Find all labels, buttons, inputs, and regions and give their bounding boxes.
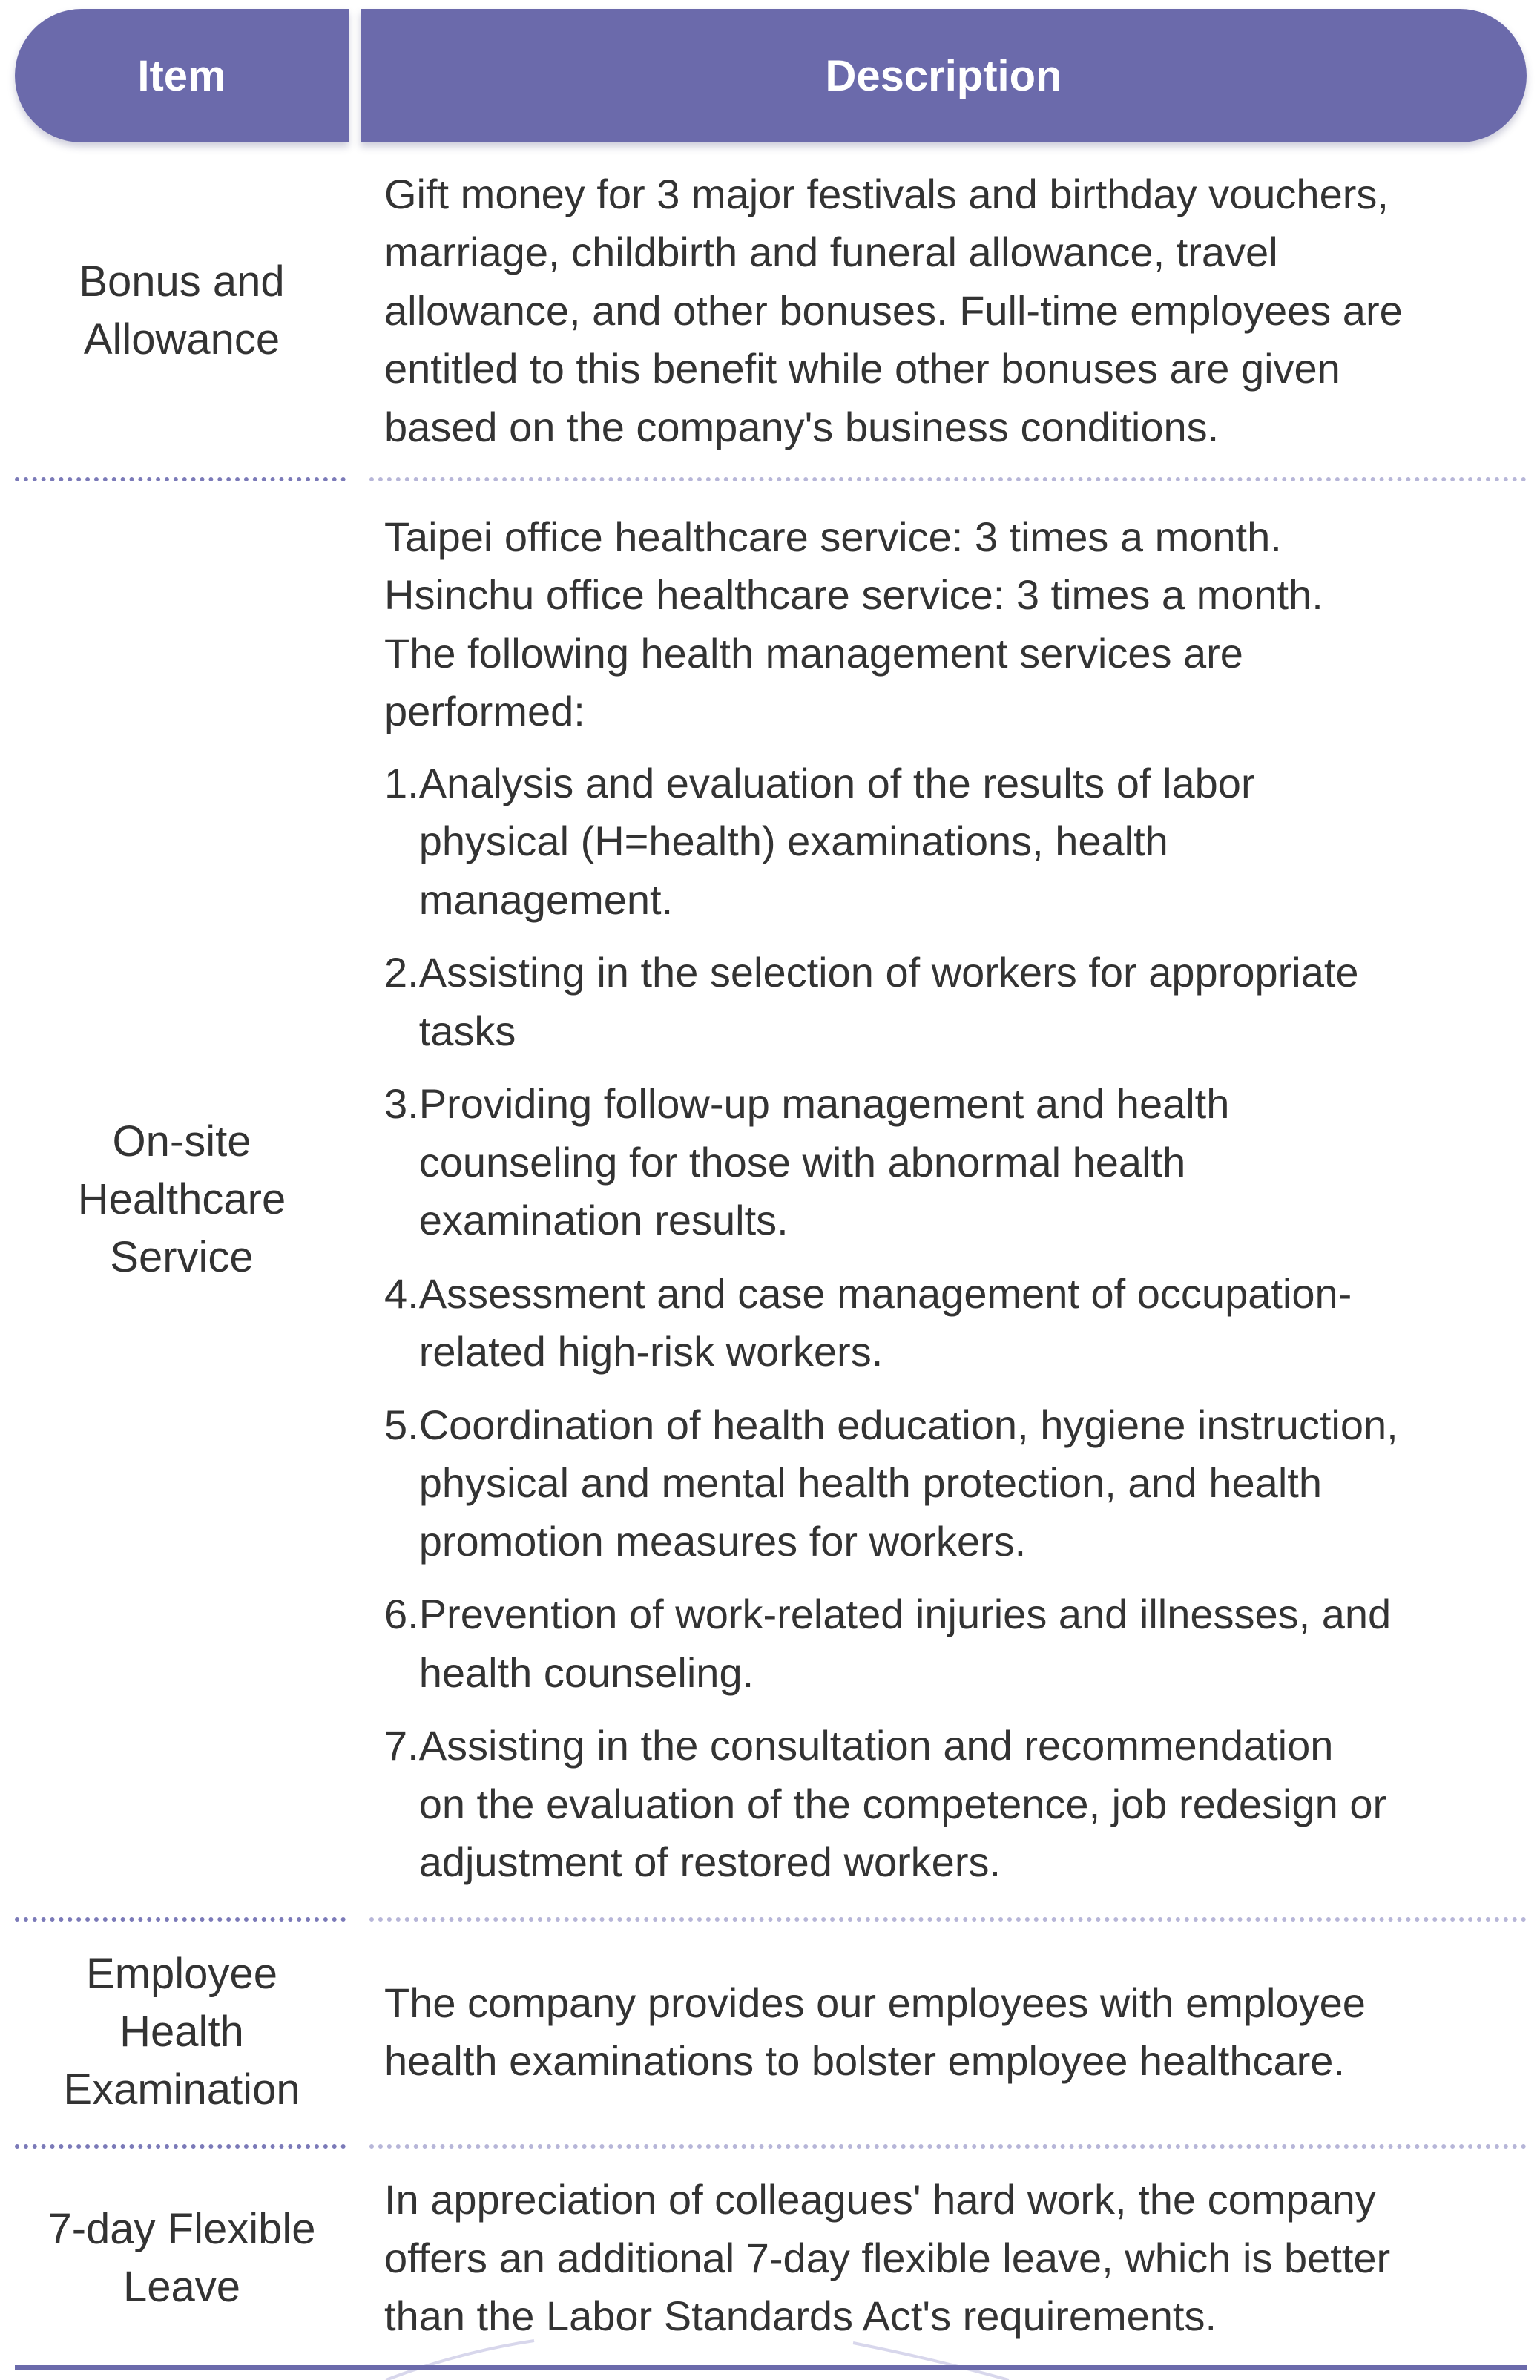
row-item-employee-health-examination: Employee Health Examination <box>63 1950 300 2114</box>
table-row <box>0 1933 1540 2131</box>
header-item <box>15 9 349 142</box>
header-item-label: Item <box>137 51 226 100</box>
table-bottom-border <box>15 2365 1527 2370</box>
row-item-7-day-flexible-leave: 7-day Flexible Leave <box>47 2205 316 2311</box>
description-text: The company provides our employees with employee health examinations to bolster employee healthcare. <box>384 1979 1366 2084</box>
header-description-label: Description <box>825 51 1062 100</box>
row-description-bonus-and-allowance <box>384 165 1519 457</box>
table-row <box>0 2165 1540 2352</box>
row-item-on-site-healthcare-service: On-site Healthcare Service <box>77 1117 286 1281</box>
description-text: In appreciation of colleagues' hard work, the company offers an additional 7-day flexible leave, which is better than the Labor Standards Act's requirements. <box>384 2176 1391 2340</box>
description-text: Gift money for 3 major festivals and birthday vouchers, marriage, childbirth and funeral allowance, travel allowance, and other bonuses. Full-time employees are entitled to this benefit while other bonuses are given based on the company's business conditions. <box>384 170 1403 450</box>
row-description-7-day-flexible-leave <box>384 2165 1519 2352</box>
list-item: 7. Assisting in the consultation and recommendation on the evaluation of the competence, job redesign or adjustment of restored workers. <box>384 1722 1387 1885</box>
description-intro: Taipei office healthcare service: 3 times a month. Hsinchu office healthcare service: 3 times a month. The following health management services are performed: <box>384 513 1323 734</box>
row-separator <box>369 2144 1527 2149</box>
row-separator <box>15 1917 346 1922</box>
decorative-arcs <box>0 2337 1540 2380</box>
table-row <box>0 499 1540 1901</box>
table-row <box>0 165 1540 457</box>
row-separator <box>15 477 346 481</box>
list-item: 3. Providing follow-up management and health counseling for those with abnormal health examination results. <box>384 1080 1230 1243</box>
row-item-bonus-and-allowance: Bonus and Allowance <box>79 257 285 364</box>
list-item: 6. Prevention of work-related injuries and illnesses, and health counseling. <box>384 1591 1392 1696</box>
service-list <box>384 755 1519 1892</box>
row-separator <box>369 1917 1527 1922</box>
row-description-employee-health-examination <box>384 1933 1519 2131</box>
list-item: 5. Coordination of health education, hygiene instruction, physical and mental health protection, and health promotion measures for workers. <box>384 1401 1398 1565</box>
list-item: 2. Assisting in the selection of workers for appropriate tasks <box>384 949 1359 1054</box>
row-separator <box>369 477 1527 481</box>
row-separator <box>15 2144 346 2149</box>
row-description-on-site-healthcare-service <box>384 499 1519 1901</box>
header-description <box>361 9 1527 142</box>
list-item: 4. Assessment and case management of occupation- related high-risk workers. <box>384 1269 1352 1375</box>
list-item: 1. Analysis and evaluation of the results of labor physical (H=health) examinations, health management. <box>384 759 1255 923</box>
